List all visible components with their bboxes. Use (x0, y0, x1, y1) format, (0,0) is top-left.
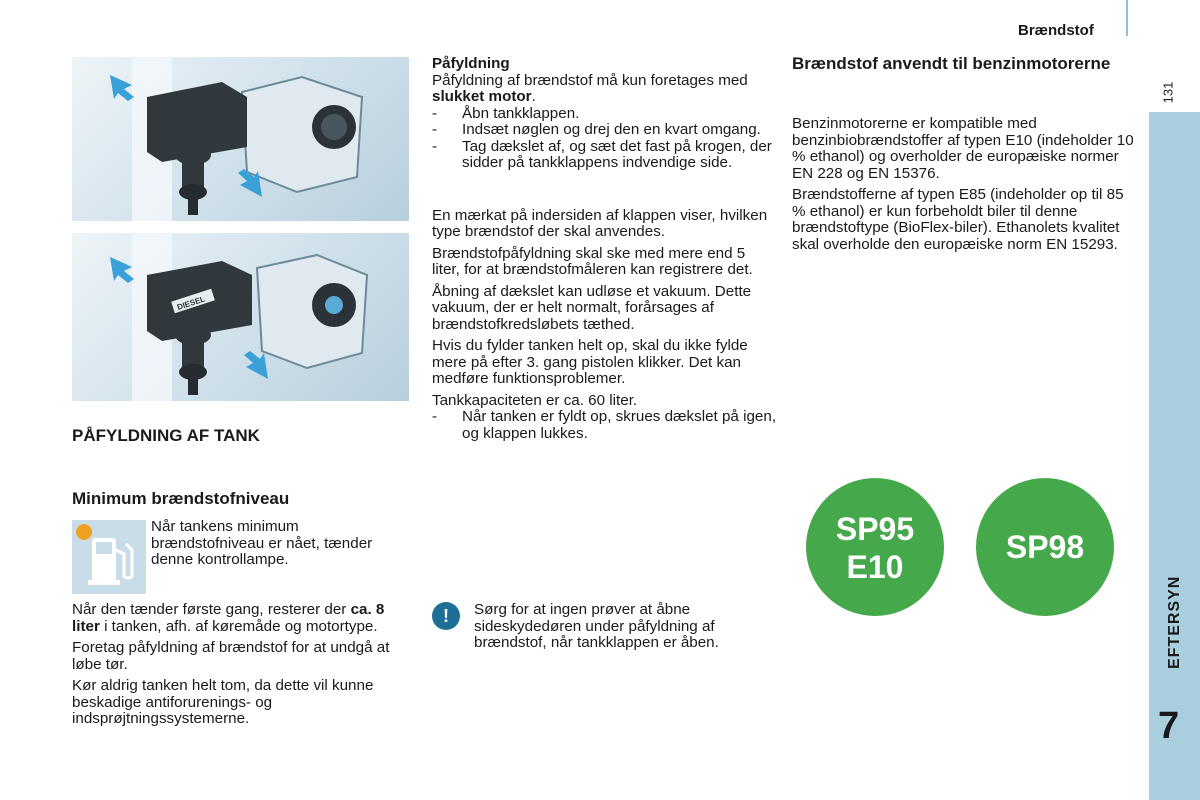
tank-capacity-paragraph: Tankkapaciteten er ca. 60 liter. (432, 391, 638, 409)
fuel-flap-illustration-2 (72, 233, 409, 401)
list-dash: - (432, 137, 438, 155)
chapter-tab-label: EFTERSYN (1166, 575, 1183, 669)
page-number: 131 (1160, 81, 1176, 104)
step-text: Åbn tankklappen. (462, 104, 580, 122)
list-item (432, 106, 777, 123)
refuelling-heading: Påfyldning (432, 55, 510, 72)
reserve-amount: ca. 8 liter (72, 601, 385, 635)
petrol-fuels-heading: Brændstof anvendt til benzinmotorerne (792, 54, 1111, 73)
sp98-badge (976, 478, 1114, 616)
chapter-side-tab (1149, 112, 1200, 800)
warning-indicator-dot (76, 524, 92, 540)
page-header-title: Brændstof (1018, 22, 1094, 39)
list-dash: - (432, 121, 438, 138)
refuelling-column (432, 56, 777, 442)
min-fuel-level-body (72, 602, 407, 733)
reserve-paragraph (72, 602, 407, 635)
step-text: Indsæt nøglen og drej den en kvart omgang. (462, 121, 761, 138)
minimum-refuel-paragraph: Brændstofpåfyldning skal ske med mere end 5 liter, for at brændstofmåleren kan registrere det. (432, 244, 753, 278)
overfill-paragraph: Hvis du fylder tanken helt op, skal du ikke fylde mere på efter 3. gang pistolen klikker. Det kan medføre funktionsproblemer. (432, 337, 748, 387)
refuelling-intro (432, 73, 777, 106)
sp98-label: SP98 (1005, 529, 1085, 565)
intro-text-b: . (531, 88, 536, 105)
list-item (432, 122, 777, 139)
e85-paragraph: Brændstofferne af typen E85 (indeholder op til 85 % ethanol) er kun forbeholdt biler til denne brændstoftype (BioFlex-biler). Ethanolets kvalitet skal overholde den europæiske norm EN 15293. (792, 186, 1124, 253)
header-divider (1126, 0, 1128, 36)
min-fuel-level-heading: Minimum brændstofniveau (72, 489, 290, 508)
sp95-label: SP95 (835, 511, 915, 547)
sp95-e10-badge (806, 478, 944, 616)
intro-text-a: Påfyldning af brændstof må kun foretages med (432, 71, 748, 89)
sliding-door-notice: Sørg for at ingen prøver at åbne sideskydedøren under påfyldning af brændstof, når tankklappen er åben. (474, 601, 719, 651)
list-item (432, 409, 777, 442)
exclamation-icon: ! (432, 602, 460, 630)
fuel-flap-drawing-1 (72, 57, 409, 221)
list-dash: - (432, 408, 438, 425)
fuel-flap-illustration-1 (72, 57, 409, 221)
petrol-fuels-body (792, 116, 1137, 258)
intro-engine-off: slukket motor (432, 88, 532, 105)
e10-label: E10 (846, 549, 904, 585)
vacuum-paragraph: Åbning af dækslet kan udløse et vakuum. Dette vakuum, der er helt normalt, forårsages af brændstofkredsløbets tæthed. (432, 282, 752, 333)
step-text: Når tanken er fyldt op, skrues dækslet på igen, og klappen lukkes. (462, 408, 777, 442)
step-text: Tag dækslet af, og sæt det fast på krogen, der sidder på tankklappens indvendige side. (462, 137, 772, 171)
diesel-label: DIESEL (175, 294, 207, 312)
reserve-text-b: i tanken, afh. af køremåde og motortype. (99, 617, 378, 635)
fuel-flap-drawing-2 (72, 233, 409, 401)
reserve-text-a: Når den tænder første gang, resterer der (72, 601, 351, 618)
warning-lamp-description: Når tankens minimum brændstofniveau er nået, tænder denne kontrollampe. (151, 518, 373, 568)
chapter-number: 7 (1158, 705, 1180, 747)
list-item (432, 139, 777, 172)
empty-tank-warning-paragraph: Kør aldrig tanken helt tom, da dette vil kunne beskadige antiforurenings- og indsprøjtningssystemerne. (72, 677, 374, 727)
refuel-advice-paragraph: Foretag påfyldning af brændstof for at undgå at løbe tør. (72, 639, 390, 673)
fuel-label-paragraph: En mærkat på indersiden af klappen viser, hvilken type brændstof der skal anvendes. (432, 206, 768, 240)
e10-paragraph: Benzinmotorerne er kompatible med benzinbiobrændstoffer af typen E10 (indeholder 10 % ethanol) og overholder de europæiske normer EN 228 og EN 15376. (792, 115, 1134, 182)
list-dash: - (432, 104, 438, 122)
section-heading: PÅFYLDNING AF TANK (72, 426, 260, 445)
